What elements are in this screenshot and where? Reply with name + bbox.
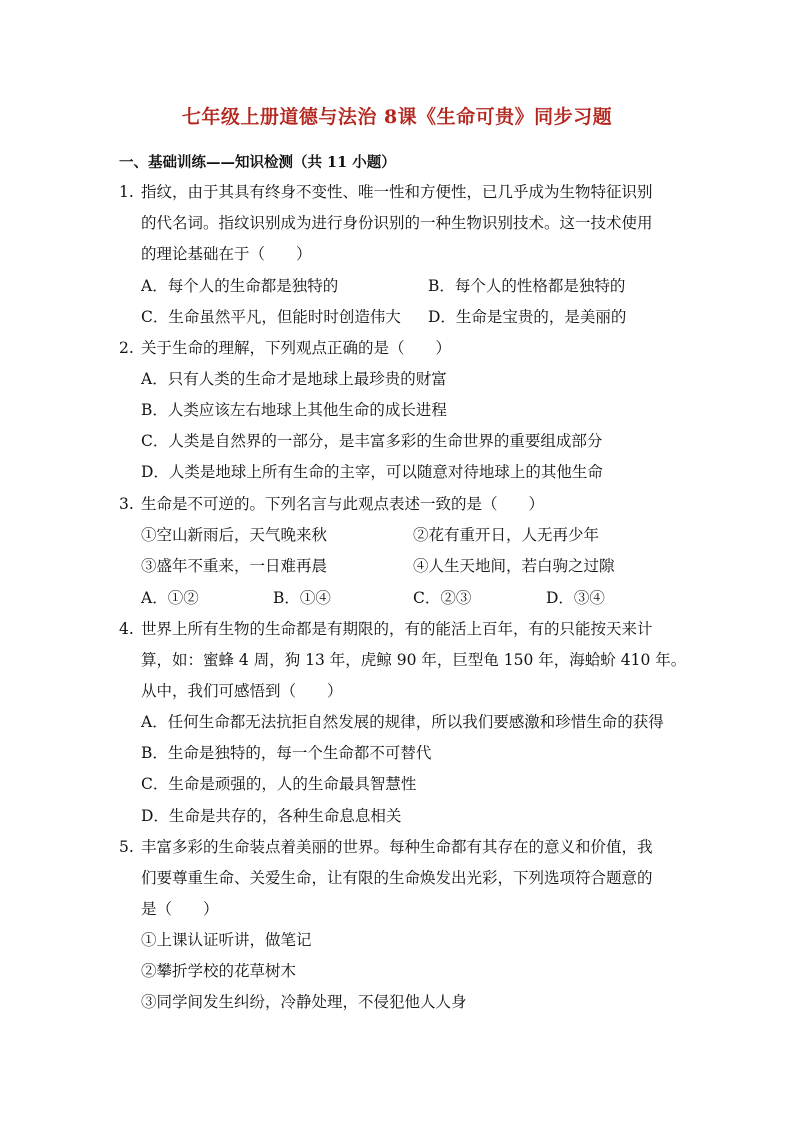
option-d: D．③④ bbox=[546, 589, 605, 607]
question-text-line: 从中，我们可感悟到（ ） bbox=[141, 682, 343, 700]
option-c: C．②③ bbox=[413, 589, 472, 607]
option-a: A．①② bbox=[141, 589, 199, 607]
option-d: D．人类是地球上所有生命的主宰，可以随意对待地球上的其他生命 bbox=[141, 463, 603, 481]
statement-2: ②攀折学校的花草树木 bbox=[141, 962, 297, 980]
question-text-line: 指纹，由于其具有终身不变性、唯一性和方便性，已几乎成为生物特征识别 bbox=[141, 183, 653, 201]
option-d: D．生命是宝贵的，是美丽的 bbox=[428, 308, 627, 326]
option-a: A．每个人的生命都是独特的 bbox=[141, 277, 339, 295]
question-text-line: 的理论基础在于（ ） bbox=[141, 245, 312, 263]
question-text-line: 生命是不可逆的。下列名言与此观点表述一致的是（ ） bbox=[141, 495, 545, 513]
option-c: C．生命虽然平凡，但能时时创造伟大 bbox=[141, 308, 401, 326]
option-b: B．人类应该左右地球上其他生命的成长进程 bbox=[141, 401, 447, 419]
option-c: C．生命是顽强的，人的生命最具智慧性 bbox=[141, 775, 417, 793]
question-text-line: 世界上所有生物的生命都是有期限的，有的能活上百年，有的只能按天来计 bbox=[141, 620, 653, 638]
option-a: A．任何生命都无法抗拒自然发展的规律，所以我们要感激和珍惜生命的获得 bbox=[141, 713, 664, 731]
option-b: B．每个人的性格都是独特的 bbox=[428, 277, 626, 295]
statement-1: ①空山新雨后，天气晚来秋 bbox=[141, 526, 328, 544]
question-text-line: 们要尊重生命、关爱生命，让有限的生命焕发出光彩，下列选项符合题意的 bbox=[141, 869, 653, 887]
section-heading: 一、基础训练——知识检测（共 11 小题） bbox=[119, 154, 396, 171]
question-text-line: 的代名词。指纹识别成为进行身份识别的一种生物识别技术。这一技术使用 bbox=[141, 214, 653, 232]
question-number: 4. bbox=[119, 620, 134, 638]
statement-3: ③同学间发生纠纷，冷静处理，不侵犯他人人身 bbox=[141, 993, 467, 1011]
statement-4: ④人生天地间，若白驹之过隙 bbox=[413, 557, 615, 575]
question-number: 3. bbox=[119, 495, 134, 513]
question-text-line: 算，如：蜜蜂 4 周，狗 13 年，虎鲸 90 年，巨型龟 150 年，海蛤蚧 410 年。 bbox=[141, 651, 687, 669]
question-text-line: 丰富多彩的生命装点着美丽的世界。每种生命都有其存在的意义和价值，我 bbox=[141, 838, 653, 856]
option-b: B．生命是独特的，每一个生命都不可替代 bbox=[141, 744, 432, 762]
option-b: B．①④ bbox=[273, 589, 331, 607]
option-c: C．人类是自然界的一部分，是丰富多彩的生命世界的重要组成部分 bbox=[141, 432, 603, 450]
option-a: A．只有人类的生命才是地球上最珍贵的财富 bbox=[141, 370, 447, 388]
document-title: 七年级上册道德与法治 8课《生命可贵》同步习题 bbox=[181, 106, 613, 128]
statement-1: ①上课认证听讲，做笔记 bbox=[141, 931, 312, 949]
question-number: 1. bbox=[119, 183, 134, 201]
statement-3: ③盛年不重来，一日难再晨 bbox=[141, 557, 328, 575]
question-text-line: 关于生命的理解，下列观点正确的是（ ） bbox=[141, 339, 452, 357]
question-text-line: 是（ ） bbox=[141, 900, 219, 918]
question-number: 5. bbox=[119, 838, 134, 856]
statement-2: ②花有重开日，人无再少年 bbox=[413, 526, 600, 544]
option-d: D．生命是共存的，各种生命息息相关 bbox=[141, 807, 402, 825]
question-number: 2. bbox=[119, 339, 134, 357]
